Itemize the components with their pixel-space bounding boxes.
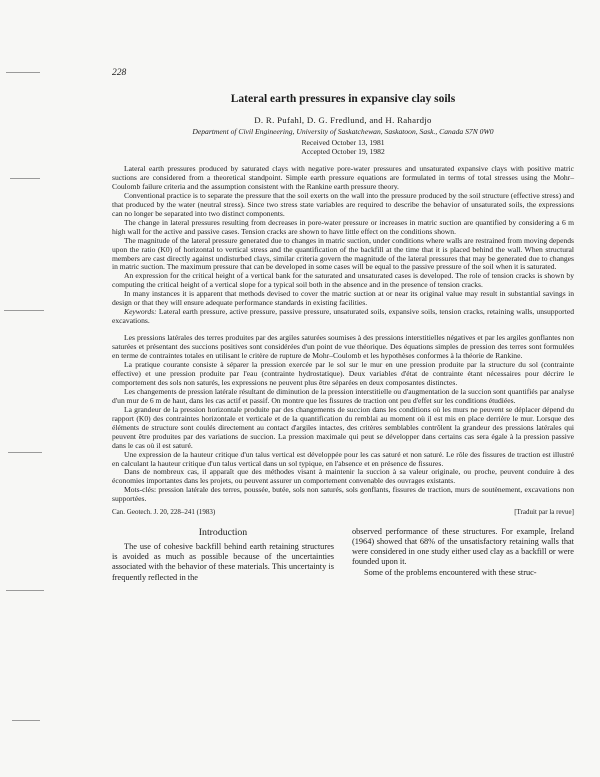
keywords xyxy=(112,308,574,326)
keywords-text: Lateral earth pressure, active pressure, passive pressure, unsaturated soils, expansive soils, tension cracks, retaining walls, unsupported excavations. xyxy=(112,307,574,326)
affiliation: Department of Civil Engineering, University of Saskatchewan, Saskatoon, Sask., Canada S7N 0W0 xyxy=(192,127,494,137)
resume-paragraph: La pratique courante consiste à séparer la pression exercée par le sol sur le mur en une pression produite par la structure du sol (contrainte effective) et une pression produite par l'eau (contrainte hydrostatique). Deux variables d'état de contrainte étant nécessaires pour décrire le comportement des sols non saturés, les expressions ne peuvent plus être séparées en deux composantes distinctes. xyxy=(112,360,574,387)
abstract-paragraph: An expression for the critical height of a vertical bank for the saturated and unsaturated cases is developed. The role of tension cracks is shown by computing the critical height of a vertical slope for a typical soil both in the absence and in the presence of tension cracks. xyxy=(112,271,574,290)
abstract-paragraph: The magnitude of the lateral pressure generated due to changes in matric suction, under conditions where walls are restrained from moving depends upon the ratio (K0) of horizontal to vertical stress and the quantification of the backfill at the time that it is placed behind the wall. When structural members are cast directly against undisturbed clays, similar criteria govern the magnitude of the lateral pressures that may be generated due to changes in matric suction. The maximum pressure that can be developed in some cases will be equal to the passive pressure of the soil when it is saturated. xyxy=(112,235,574,272)
abstract xyxy=(112,165,574,326)
paper-title: Lateral earth pressures in expansive clay soils xyxy=(230,93,456,106)
resume-paragraph: Une expression de la hauteur critique d'un talus vertical est développée pour les cas saturé et non saturé. Le rôle des fissures de traction est illustré en calculant la hauteur critique d'un talus vertical dans un sol typique, en l'absence et en présence de fissures. xyxy=(112,449,574,468)
resume-paragraph: Les pressions latérales des terres produites par des argiles saturées soumises à des pressions interstitielles négatives et par les argiles gonflantes non saturées et présentant des succions positives sont considérées d'un point de vue théorique. Des équations simples de pression des terres sont formulées en terme de contraintes totales en utilisant le critère de rupture de Mohr–Coulomb et les hypothèses conformes à la théorie de Rankine. xyxy=(112,333,574,361)
mots-cles: Mots-clés: pression latérale des terres, poussée, butée, sols non saturés, sols gonflants, fissures de traction, murs de soutènement, excavations non supportées. xyxy=(112,485,574,504)
abstract-paragraph: Lateral earth pressures produced by saturated clays with negative pore-water pressures and unsaturated expansive clays with positive matric suctions are considered from a theoretical standpoint. Simple earth pressure equations are formulated in terms of total stresses using the Mohr–Coulomb failure criteria and the assumption consistent with the Rankine earth pressure theory. xyxy=(112,164,574,191)
keywords-label: Keywords: xyxy=(124,307,157,317)
body-columns xyxy=(112,527,574,583)
left-column xyxy=(112,527,334,583)
section-heading: Introduction xyxy=(198,526,248,538)
citation-line xyxy=(112,508,574,516)
resume-french xyxy=(112,334,574,504)
abstract-paragraph: The change in lateral pressures resulting from decreases in pore-water pressure or increases in matric suction are quantified by considering a 6 m high wall for the active and passive cases. Tension cracks are shown to have little effect on the conditions shown. xyxy=(112,217,574,236)
body-paragraph: observed performance of these structures. For example, Ireland (1964) showed that 68% of the unsatisfactory retaining walls that were considered in one study either used clay as a backfill or were founded upon it. xyxy=(352,526,574,567)
abstract-paragraph: In many instances it is apparent that methods devised to cover the matric suction at or near its original value may result in substantial savings in design or that they will ensure adequate performance standards in existing facilities. xyxy=(112,289,574,308)
paper-page xyxy=(112,68,574,768)
resume-paragraph: Les changements de pression latérale résultant de diminution de la pression interstitielle ou d'augmentation de la succion sont quantifiés par analyse d'un mur de 6 m de haut, dans les cas actif et passif. On montre que les fissures de traction ont peu d'effet sur les conditions étudiées. xyxy=(112,386,574,405)
accepted-date: Accepted October 19, 1982 xyxy=(301,147,385,157)
author-list: D. R. Pufahl, D. G. Fredlund, and H. Rahardjo xyxy=(254,114,432,125)
resume-paragraph: Dans de nombreux cas, il apparaît que des méthodes visant à maintenir la succion à sa valeur originale, ou proche, peuvent conduire à des économies importantes dans les projets, ou peuvent assurer un comportement convenable des ouvrages existants. xyxy=(112,467,574,486)
resume-paragraph: La grandeur de la pression horizontale produite par des changements de succion dans les conditions où les murs ne peuvent se déplacer dépend du rapport (K0) des contraintes horizontale et verticale et de la quantification du remblai au moment où il est mis en place derrière le mur. Lorsque des éléments de structure sont coulés directement au contact d'argiles intactes, des critères semblables contrôlent la grandeur des pressions latérales qui peuvent être produites par des variations de succion. La pression maximale qui peut se développer dans certains cas sera égale à la pression passive dans le cas où il est saturé. xyxy=(112,404,574,450)
scan-margin-marks xyxy=(4,60,48,760)
journal-citation: Can. Geotech. J. 20, 228–241 (1983) xyxy=(112,508,216,517)
page-number: 228 xyxy=(112,68,127,78)
body-paragraph: Some of the problems encountered with these struc- xyxy=(364,567,537,577)
right-column xyxy=(352,527,574,583)
body-paragraph: The use of cohesive backfill behind earth retaining structures is avoided as much as possible because of the uncertainties associated with the behavior of these materials. This uncertainty is frequently reflected in the xyxy=(112,541,334,582)
abstract-paragraph: Conventional practice is to separate the pressure that the soil exerts on the wall into the pressure produced by the soil structure (effective stress) and that produced by the water (neutral stress). Since two stress state variables are required to describe the behavior of unsaturated soils, the expressions can no longer be separated into two distinct components. xyxy=(112,190,574,218)
translation-note: [Traduit par la revue] xyxy=(514,508,574,517)
received-date: Received October 13, 1981 xyxy=(301,138,385,148)
